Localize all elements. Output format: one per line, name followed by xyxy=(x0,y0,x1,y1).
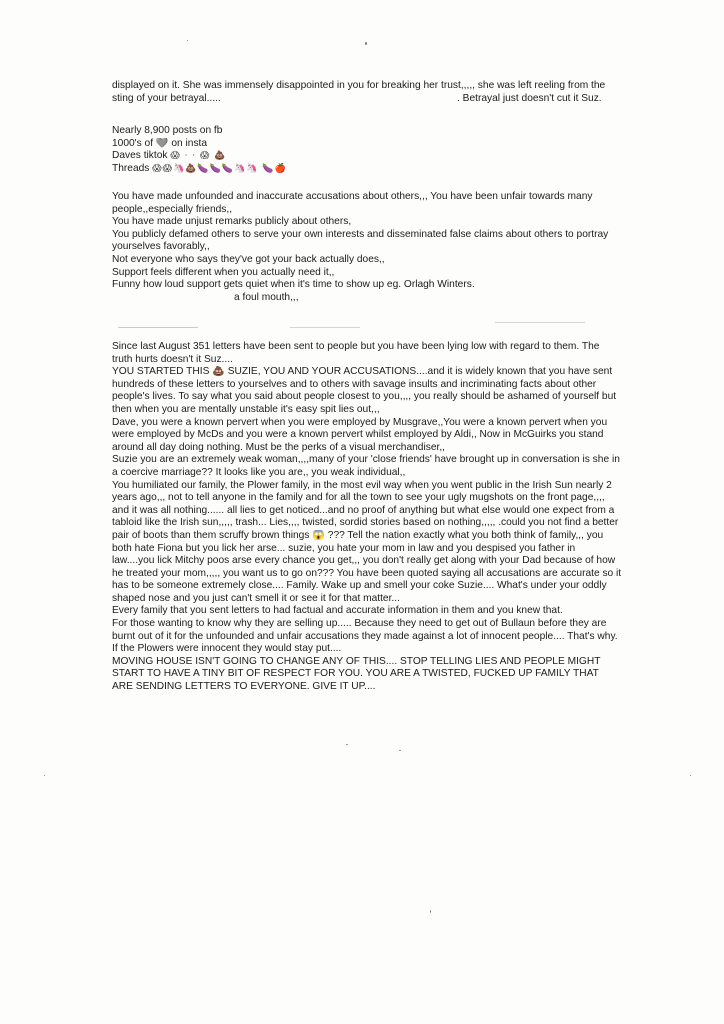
scan-speck xyxy=(44,775,45,776)
threads-emoji-row: 😱😱🦄💩🍆🍆🍆🦄🦄 🍆🍎 xyxy=(152,163,287,174)
body-line: tabloid like the Irish sun,,,,, trash... Lies,,,, twisted, sordid stories based on nothing,,,,, .could you not find a better xyxy=(112,517,619,529)
body-line: YOU STARTED THIS 💩 SUZIE, YOU AND YOUR ACCUSATIONS....and it is widely known that you have sent xyxy=(112,366,613,378)
body-line: Suzie you are an extremely weak woman,,,,many of your 'close friends' have brought up in conversation is she in xyxy=(112,454,620,466)
body-line: people's lives. To say what you said about people closest to you,,,, you really should be ashamed of yourself but xyxy=(112,391,617,403)
body-line: law....you lick Mitchy poos arse every chance you get,,, you don't really get along with your Dad because of how xyxy=(112,555,616,567)
body-line: ARE SENDING LETTERS TO EVERYONE. GIVE IT UP.... xyxy=(112,681,376,693)
body-line: has to be someone extremely close.... Family. Wake up and smell your coke Suzie.... What's under your oddly xyxy=(112,580,607,592)
body-line: both hate Fiona but you lick her arse... suzie, you hate your mom in law and you despised you father in xyxy=(112,542,576,554)
body-line: a coercive marriage?? It looks like you are,, you weak individual,, xyxy=(112,466,406,478)
body-line: and it was all nothing...... all lies to get noticed...and no proof of anything but what else would one expect from a xyxy=(112,504,615,516)
intro-paragraph xyxy=(112,80,632,105)
threads-stat xyxy=(112,163,632,176)
body-line: shaped nose and you just can't smell it or see it for that matter... xyxy=(112,592,400,604)
accusation-line: Support feels different when you actually need it,, xyxy=(112,266,335,278)
accusation-line: yourselves favorably,, xyxy=(112,241,210,253)
scan-speck xyxy=(187,40,188,41)
body-line: hundreds of these letters to yourselves and to others with savage insults and incriminating facts about other xyxy=(112,378,597,390)
body-line: You humiliated our family, the Plower family, in the most evil way when you went public in the Irish Sun nearly 2 xyxy=(112,479,612,491)
social-stats xyxy=(112,125,632,175)
fb-stat: Nearly 8,900 posts on fb xyxy=(112,125,223,136)
accusation-line: Not everyone who says they've got your back actually does,, xyxy=(112,253,385,265)
body-line: then when you are mentally unstable it's easy spit lies out,,, xyxy=(112,403,380,415)
main-body xyxy=(112,341,632,694)
body-line: Since last August 351 letters have been sent to people but you have been lying low with regard to them. The xyxy=(112,341,600,352)
insta-stat: 1000's of 🩶 on insta xyxy=(112,137,208,149)
body-line: were employed by McDs and you were a known pervert whilst employed by Aldi,, Now in McGuirks you stand xyxy=(112,429,604,441)
intro-line-2-left: sting of your betrayal..... xyxy=(112,92,221,104)
body-line: Dave, you were a known pervert when you were employed by Musgrave,,You were a known pervert when you xyxy=(112,416,608,428)
scan-speck xyxy=(346,744,348,745)
accusation-line: You have made unjust remarks publicly about others, xyxy=(112,216,352,228)
intro-line-2 xyxy=(112,93,632,106)
body-line: years ago,,, not to tell anyone in the family and for all the town to see your ugly mugshots on the front page,,,, xyxy=(112,492,605,504)
body-line: burnt out of it for the unfounded and unfair accusations they made against a lot of innocent people.... That's why. xyxy=(112,630,618,642)
accusation-line: You publicly defamed others to serve your own interests and disseminated false claims about others to portray xyxy=(112,228,609,240)
scan-speck xyxy=(690,775,691,776)
body-line: MOVING HOUSE ISN'T GOING TO CHANGE ANY OF THIS.... STOP TELLING LIES AND PEOPLE MIGHT xyxy=(112,655,601,667)
body-line: Every family that you sent letters to had factual and accurate information in them and you knew that. xyxy=(112,605,563,617)
scan-speck xyxy=(399,750,401,751)
redaction-remnant xyxy=(495,322,585,323)
redaction-remnant xyxy=(118,327,198,328)
scan-speck xyxy=(430,910,431,913)
body-line: START TO HAVE A TINY BIT OF RESPECT FOR YOU. YOU ARE A TWISTED, FUCKED UP FAMILY THAT xyxy=(112,668,599,680)
accusations-list xyxy=(112,191,632,304)
body-line: truth hurts doesn't it Suz.... xyxy=(112,353,233,365)
tiktok-stat xyxy=(112,150,632,163)
body-line: If the Plowers were innocent they would stay put.... xyxy=(112,643,342,655)
intro-line-2-right: . Betrayal just doesn't cut it Suz. xyxy=(457,92,602,104)
accusation-line: people,,especially friends,, xyxy=(112,203,233,215)
body-line: For those wanting to know why they are selling up..... Because they need to get out of Bullaun before they are xyxy=(112,618,607,630)
accusation-line: You have made unfounded and inaccurate accusations about others,,, You have been unfair towards many xyxy=(112,191,593,202)
tiktok-label: Daves tiktok xyxy=(112,150,168,162)
accusation-line: Funny how loud support gets quiet when it's time to show up eg. Orlagh Winters. xyxy=(112,279,475,291)
threads-label: Threads xyxy=(112,162,150,174)
body-line: he treated your mom,,,,, you want us to go on??? You have been quoted saying all accusations are accurate so it xyxy=(112,567,622,579)
redaction-remnant xyxy=(290,327,360,328)
body-line: pair of boots than them scruffy brown things 😱 ??? Tell the nation exactly what you both think of family,,, you xyxy=(112,529,604,541)
accusation-line-partial: a foul mouth,,, xyxy=(234,291,299,303)
intro-line-1: displayed on it. She was immensely disappointed in you for breaking her trust,,,,, she was left reeling from the xyxy=(112,80,606,91)
scan-speck xyxy=(365,42,367,45)
tiktok-emoji-row: 😱 · · 😱 💩 xyxy=(170,151,227,162)
body-line: around all day doing nothing. Must be the perks of a visual merchandiser,, xyxy=(112,441,445,453)
